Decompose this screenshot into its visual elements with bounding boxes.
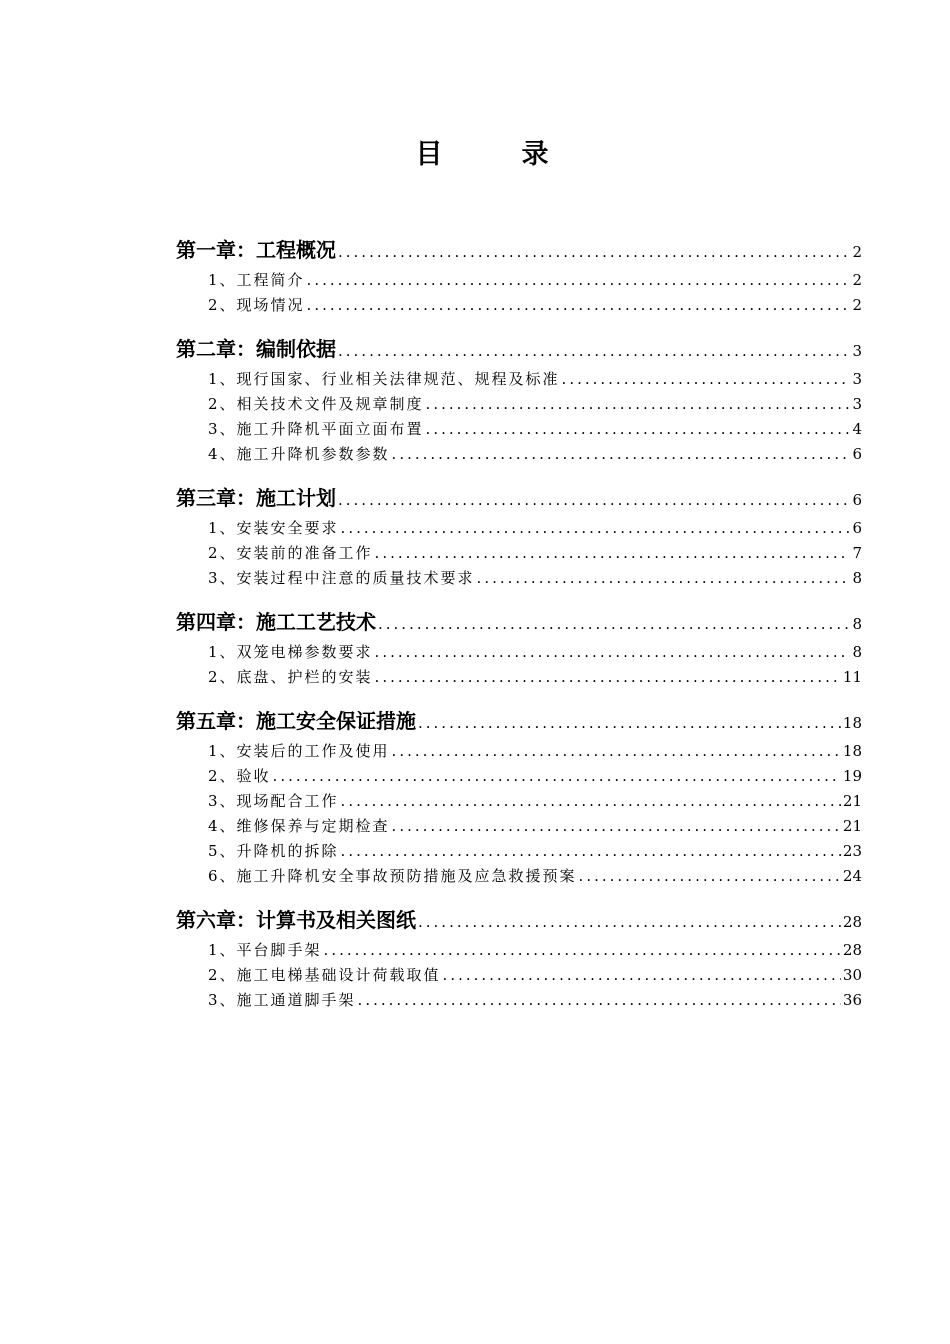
toc-section[interactable] [176,294,862,319]
page-number: 3 [852,342,862,360]
dot-leader [426,395,851,413]
section-label: 1、工程简介 [208,271,305,289]
page-number: 23 [842,842,862,860]
page-number: 11 [842,668,862,686]
dot-leader [418,714,841,732]
section-label: 2、底盘、护栏的安装 [208,668,373,686]
page-number: 3 [852,395,862,413]
section-label: 1、平台脚手架 [208,941,322,959]
toc-section[interactable] [176,418,862,443]
page-number: 18 [842,714,862,732]
toc-chapter[interactable] [176,333,862,361]
toc-section[interactable] [176,840,862,865]
dot-leader [562,370,851,388]
page-number: 4 [852,420,862,438]
section-label: 4、维修保养与定期检查 [208,817,390,835]
section-label: 6、施工升降机安全事故预防措施及应急救援预案 [208,867,577,885]
page-number: 8 [852,615,862,633]
toc-section[interactable] [176,815,862,840]
section-label: 2、现场情况 [208,296,305,314]
page-number: 6 [852,445,862,463]
section-label: 2、相关技术文件及规章制度 [208,395,424,413]
section-label: 4、施工升降机参数参数 [208,445,390,463]
chapter-label: 第一章：工程概况 [176,238,336,262]
page-number: 28 [842,941,862,959]
dot-leader [338,243,850,261]
section-label: 5、升降机的拆除 [208,842,339,860]
dot-leader [392,742,841,760]
section-label: 2、安装前的准备工作 [208,544,373,562]
dot-leader [375,668,841,686]
dot-leader [338,491,850,509]
toc-section[interactable] [176,964,862,989]
toc-chapter[interactable] [176,606,862,634]
chapter-label: 第六章：计算书及相关图纸 [176,908,416,932]
toc-section[interactable] [176,368,862,393]
dot-leader [307,296,851,314]
toc-section[interactable] [176,666,862,691]
toc-section[interactable] [176,765,862,790]
section-label: 2、施工电梯基础设计荷载取值 [208,966,441,984]
section-label: 2、验收 [208,767,271,785]
section-label: 1、安装后的工作及使用 [208,742,390,760]
page-number: 21 [842,792,862,810]
dot-leader [358,991,841,1009]
page-number: 30 [842,966,862,984]
section-label: 1、双笼电梯参数要求 [208,643,373,661]
page-number: 6 [852,519,862,537]
toc-section[interactable] [176,641,862,666]
toc-chapter[interactable] [176,234,862,262]
page-number: 2 [852,271,862,289]
dot-leader [341,842,841,860]
page-number: 6 [852,491,862,509]
toc-section[interactable] [176,740,862,765]
toc-section[interactable] [176,939,862,964]
chapter-label: 第三章：施工计划 [176,486,336,510]
dot-leader [375,544,851,562]
chapter-label: 第五章：施工安全保证措施 [176,709,416,733]
toc-section[interactable] [176,393,862,418]
toc-section[interactable] [176,989,862,1014]
page-number: 2 [852,243,862,261]
dot-leader [338,342,850,360]
dot-leader [324,941,841,959]
toc-section[interactable] [176,542,862,567]
table-of-contents [176,234,862,1014]
page-number: 7 [852,544,862,562]
page-number: 18 [842,742,862,760]
chapter-label: 第二章：编制依据 [176,337,336,361]
section-label: 3、施工通道脚手架 [208,991,356,1009]
toc-chapter[interactable] [176,705,862,733]
dot-leader [579,867,841,885]
dot-leader [375,643,851,661]
page-number: 8 [852,569,862,587]
dot-leader [341,519,851,537]
toc-title: 目 录 [415,139,575,170]
page-number: 8 [852,643,862,661]
dot-leader [418,913,841,931]
toc-section[interactable] [176,517,862,542]
toc-chapter[interactable] [176,904,862,932]
toc-section[interactable] [176,269,862,294]
toc-section[interactable] [176,567,862,592]
page-number: 21 [842,817,862,835]
dot-leader [392,445,851,463]
page-number: 24 [842,867,862,885]
toc-chapter[interactable] [176,482,862,510]
dot-leader [378,615,850,633]
dot-leader [443,966,841,984]
toc-section[interactable] [176,790,862,815]
dot-leader [477,569,851,587]
section-label: 1、安装安全要求 [208,519,339,537]
chapter-label: 第四章：施工工艺技术 [176,610,376,634]
section-label: 3、现场配合工作 [208,792,339,810]
dot-leader [426,420,851,438]
section-label: 3、施工升降机平面立面布置 [208,420,424,438]
dot-leader [273,767,841,785]
dot-leader [392,817,841,835]
page-number: 2 [852,296,862,314]
page-number: 36 [842,991,862,1009]
dot-leader [307,271,851,289]
toc-section[interactable] [176,865,862,890]
page-number: 28 [842,913,862,931]
toc-section[interactable] [176,443,862,468]
page-number: 19 [842,767,862,785]
section-label: 1、现行国家、行业相关法律规范、规程及标准 [208,370,560,388]
page-number: 3 [852,370,862,388]
dot-leader [341,792,841,810]
section-label: 3、安装过程中注意的质量技术要求 [208,569,475,587]
